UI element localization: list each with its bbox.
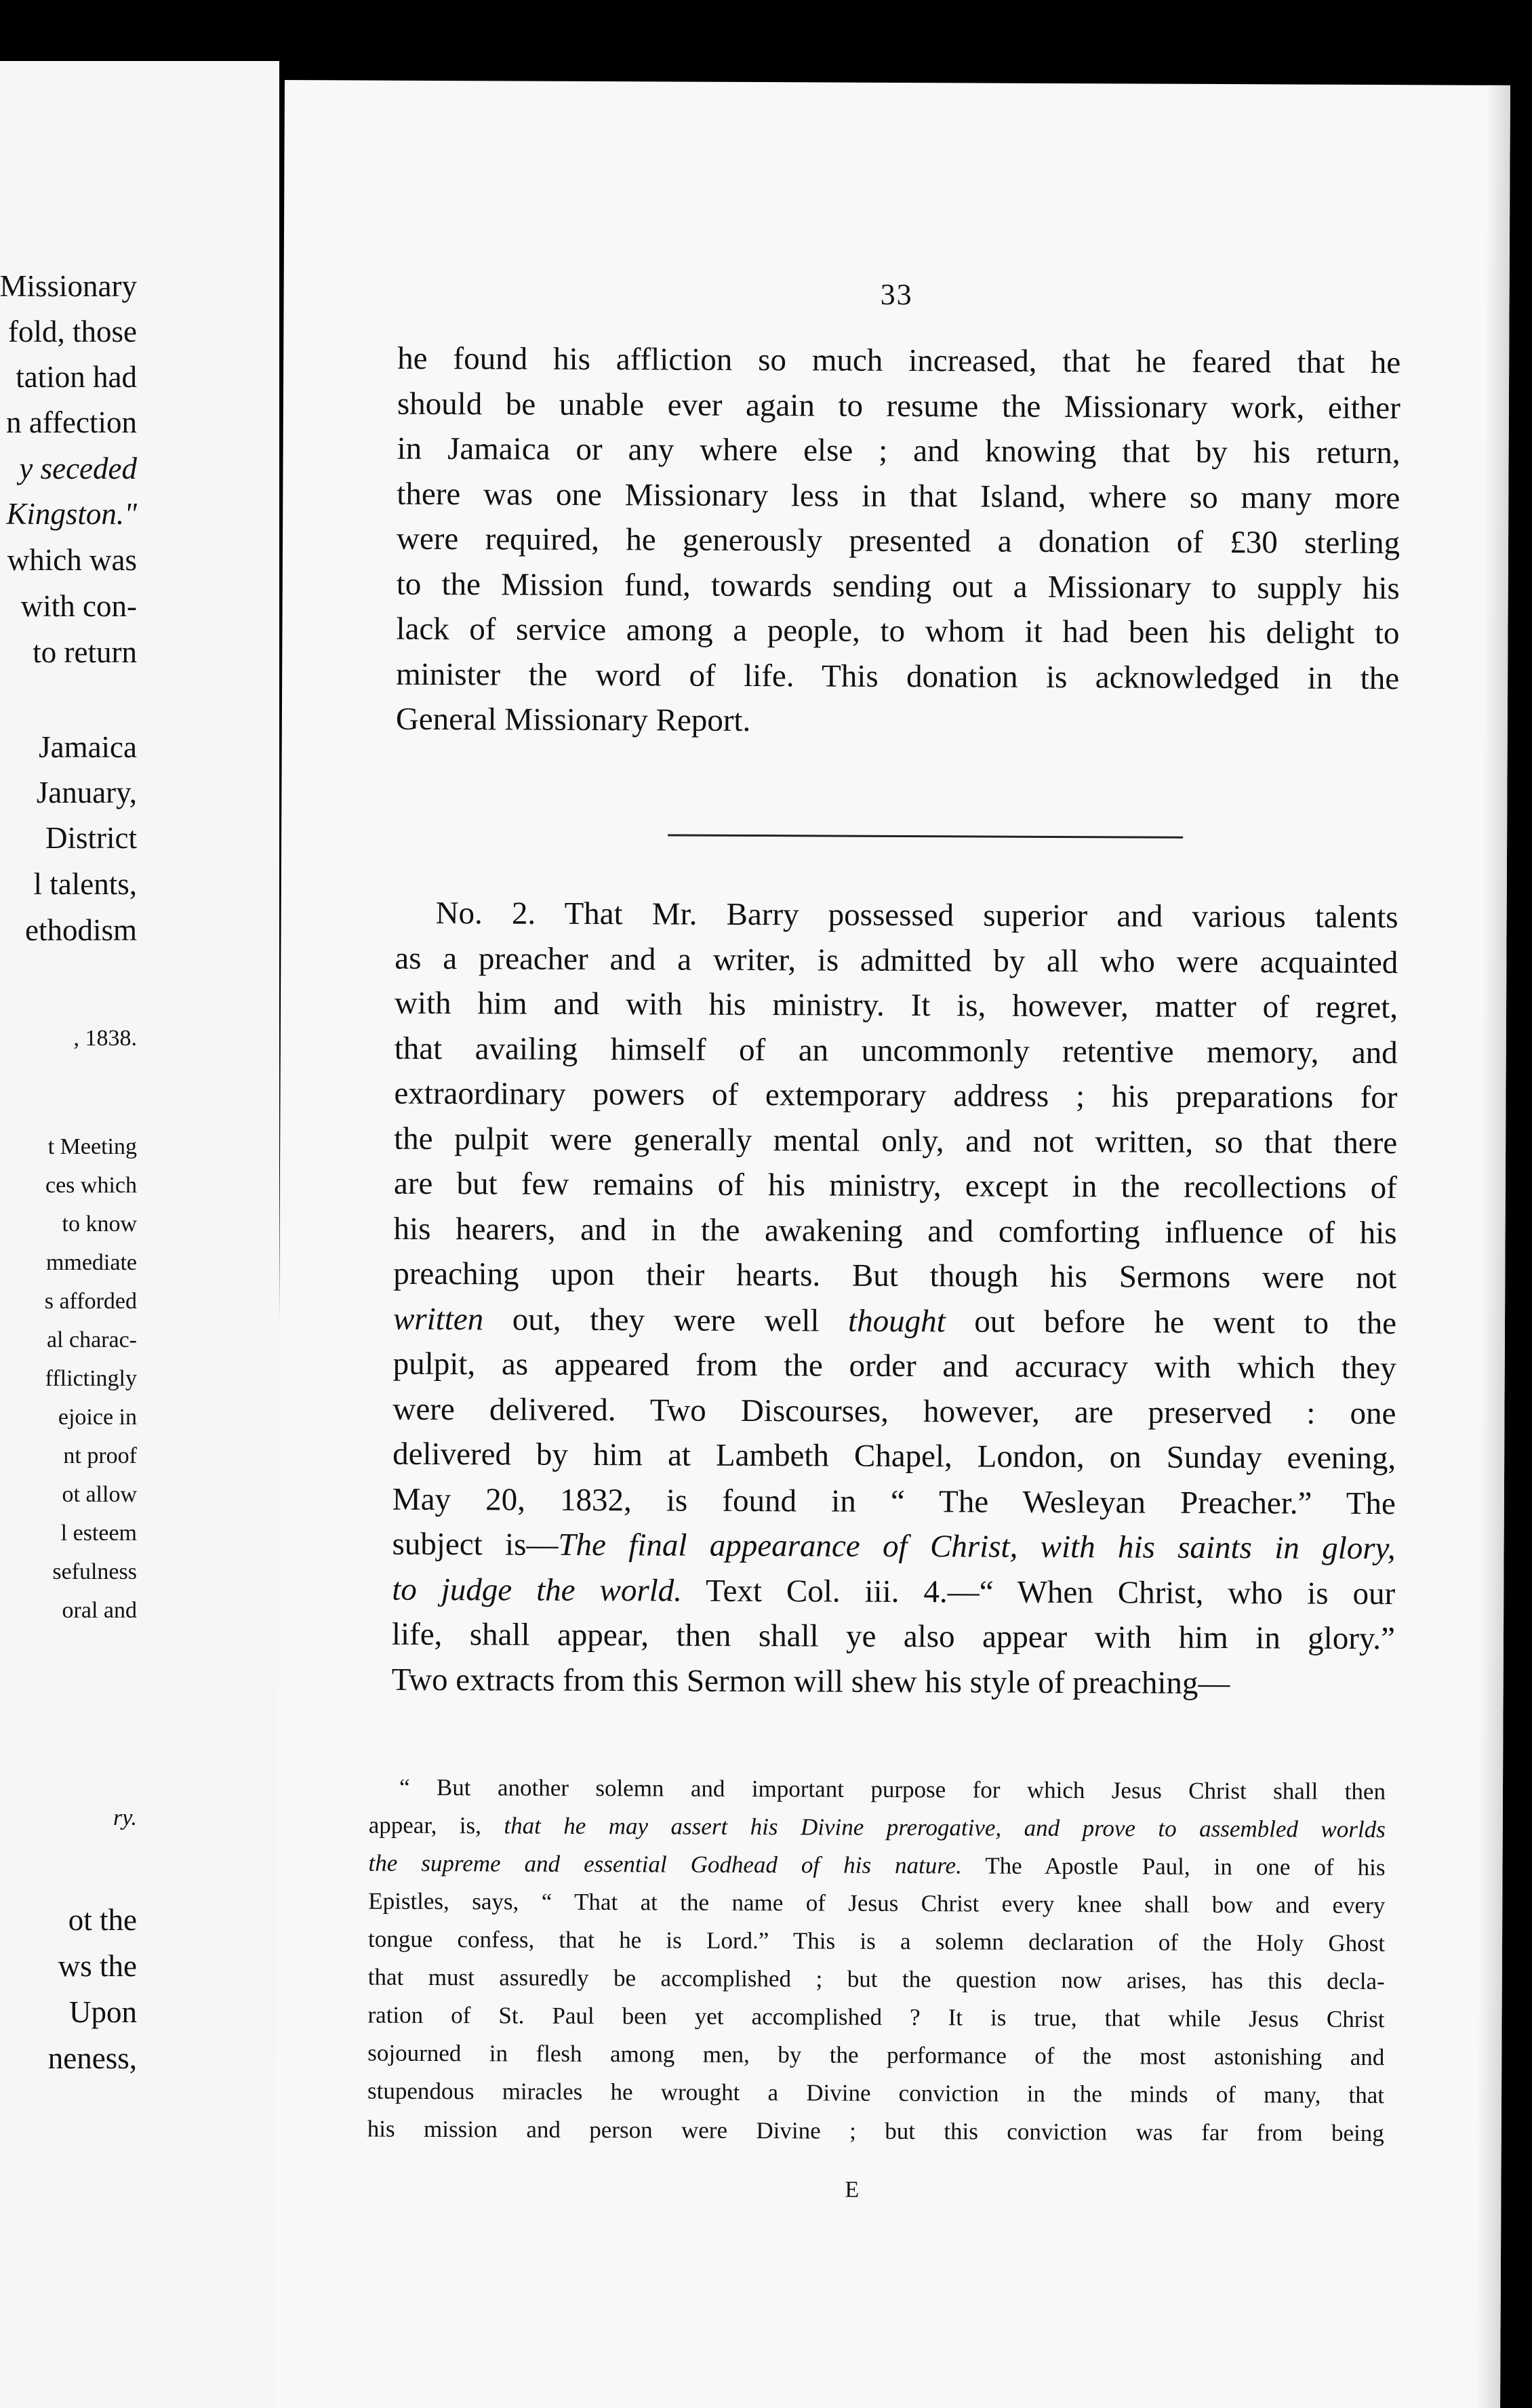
text-line: No. 2. That Mr. Barry possessed superior and various talents: [435, 895, 1398, 936]
text-line: with him and with his ministry. It is, however, matter of regret,: [394, 985, 1398, 1026]
text-line: pulpit, as appeared from the order and accuracy with which they: [392, 1346, 1396, 1386]
left-page-line: ot allow: [62, 1482, 137, 1507]
italic-text: the supreme and essential Godhead of his nature.: [368, 1849, 962, 1879]
main-page: [275, 80, 1510, 2408]
left-page-line: fold, those: [8, 315, 137, 348]
left-page-fragment: [0, 61, 279, 2408]
text-line: should be unable ever again to resume the Missionary work, either: [397, 386, 1401, 426]
left-page-line: l esteem: [60, 1521, 137, 1546]
left-page-line: to return: [33, 635, 137, 669]
text-line: [392, 1522, 1395, 1571]
text-run: Text Col. iii. 4.—“ When Christ, who is our: [681, 1573, 1396, 1611]
text-line: that availing himself of an uncommonly retentive memory, and: [394, 1030, 1398, 1070]
section-divider: [668, 834, 1183, 838]
quote-line: ration of St. Paul been yet accomplished ? It is true, that while Jesus Christ: [367, 2001, 1385, 2033]
quote-line: his mission and person were Divine ; but this conviction was far from being: [367, 2115, 1384, 2147]
text-line: extraordinary powers of extemporary address ; his preparations for: [394, 1075, 1398, 1116]
text-line: were delivered. Two Discourses, however, are preserved : one: [392, 1391, 1396, 1431]
quote-line: [368, 1845, 1385, 1887]
left-page-line: ces which: [45, 1173, 137, 1198]
italic-text: written: [392, 1301, 484, 1337]
text-run: appear, is,: [368, 1811, 504, 1839]
left-page-line: , 1838.: [73, 1026, 137, 1051]
left-page-line: mmediate: [45, 1250, 137, 1275]
left-page-line: January,: [36, 776, 137, 809]
text-line: [393, 1296, 1396, 1346]
left-page-line: nt proof: [63, 1443, 137, 1468]
quote-line: sojourned in flesh among men, by the performance of the most astonishing and: [367, 2039, 1385, 2071]
left-page-line: Missionary: [0, 269, 137, 303]
left-page-line: Jamaica: [39, 730, 137, 764]
page-number: 33: [880, 277, 913, 312]
quote-line: “ But another solemn and important purpose for which Jesus Christ shall then: [399, 1773, 1386, 1805]
text-line: the pulpit were generally mental only, and not written, so that there: [394, 1121, 1398, 1161]
page-edge-shadow: [1476, 85, 1510, 2408]
italic-text: that he may assert his Divine prerogative, and prove to assembled worlds: [504, 1812, 1386, 1843]
text-line: he found his affliction so much increased, that he feared that he: [397, 340, 1401, 381]
sermon-extract: [367, 1769, 1386, 2153]
text-run: out, they were well: [483, 1301, 849, 1339]
text-run: subject is—: [392, 1526, 559, 1563]
left-page-line: fflictingly: [45, 1366, 137, 1391]
left-page-line: ws the: [58, 1949, 137, 1983]
text-line: delivered by him at Lambeth Chapel, London, on Sunday evening,: [392, 1436, 1396, 1477]
text-line: General Missionary Report.: [395, 701, 751, 739]
italic-text: thought: [847, 1303, 946, 1339]
text-line: his hearers, and in the awakening and comforting influence of his: [393, 1211, 1397, 1251]
text-line: life, shall appear, then shall ye also appear with him in glory.”: [391, 1616, 1396, 1657]
left-page-line: t Meeting: [47, 1134, 137, 1159]
left-page-line: al charac-: [46, 1327, 137, 1352]
left-page-line: with con-: [20, 589, 137, 623]
italic-text: to judge the world.: [392, 1571, 683, 1609]
left-page-line: y seceded: [19, 452, 137, 485]
left-page-line: Kingston.": [6, 497, 137, 531]
text-line: to the Mission fund, towards sending out a Missionary to supply his: [396, 566, 1400, 606]
left-page-line: to know: [62, 1211, 137, 1237]
text-line: lack of service among a people, to whom it had been his delight to: [396, 611, 1400, 651]
left-page-line: tation had: [16, 360, 137, 394]
text-line: minister the word of life. This donation is acknowledged in the: [396, 656, 1400, 696]
text-line: are but few remains of his ministry, except in the recollections of: [393, 1165, 1397, 1206]
paragraph-2: [392, 891, 1398, 1706]
quote-line: that must assuredly be accomplished ; but the question now arises, has this decla-: [367, 1963, 1385, 1995]
paragraph-1: [396, 336, 1401, 746]
left-page-line: which was: [7, 543, 137, 577]
left-page-line: neness,: [47, 2041, 137, 2075]
left-page-line: n affection: [6, 405, 137, 439]
signature-mark: E: [845, 2177, 860, 2203]
text-line: [392, 1567, 1395, 1616]
text-line: there was one Missionary less in that Island, where so many more: [397, 476, 1400, 516]
left-page-line: sefulness: [52, 1559, 137, 1584]
left-page-line: ethodism: [25, 913, 137, 947]
text-line: Two extracts from this Sermon will shew his style of preaching—: [391, 1662, 1230, 1701]
left-page-line: ry.: [113, 1805, 137, 1830]
text-line: were required, he generously presented a donation of £30 sterling: [396, 521, 1400, 561]
left-page-line: l talents,: [33, 867, 137, 901]
left-page-line: oral and: [62, 1598, 137, 1623]
italic-text: The final appearance of Christ, with his saints in glory,: [558, 1527, 1396, 1567]
left-page-line: ejoice in: [58, 1405, 137, 1430]
text-line: preaching upon their hearts. But though his Sermons were not: [393, 1256, 1397, 1296]
left-page-line: ot the: [68, 1903, 137, 1937]
text-line: in Jamaica or any where else ; and knowing that by his return,: [397, 430, 1400, 471]
quote-line: [369, 1807, 1386, 1849]
text-line: May 20, 1832, is found in “ The Wesleyan Preacher.” The: [392, 1481, 1396, 1521]
text-run: out before he went to the: [945, 1303, 1397, 1341]
quote-line: tongue confess, that he is Lord.” This is a solemn declaration of the Holy Ghost: [367, 1925, 1386, 1957]
text-run: The Apostle Paul, in one of his: [961, 1852, 1386, 1881]
text-line: as a preacher and a writer, is admitted by all who were acquainted: [395, 940, 1398, 980]
quote-line: Epistles, says, “ That at the name of Jesus Christ every knee shall bow and every: [368, 1887, 1386, 1919]
left-page-line: s afforded: [44, 1289, 137, 1314]
quote-line: stupendous miracles he wrought a Divine conviction in the minds of many, that: [367, 2077, 1385, 2109]
left-page-line: Upon: [69, 1995, 137, 2029]
left-page-line: District: [45, 821, 137, 855]
